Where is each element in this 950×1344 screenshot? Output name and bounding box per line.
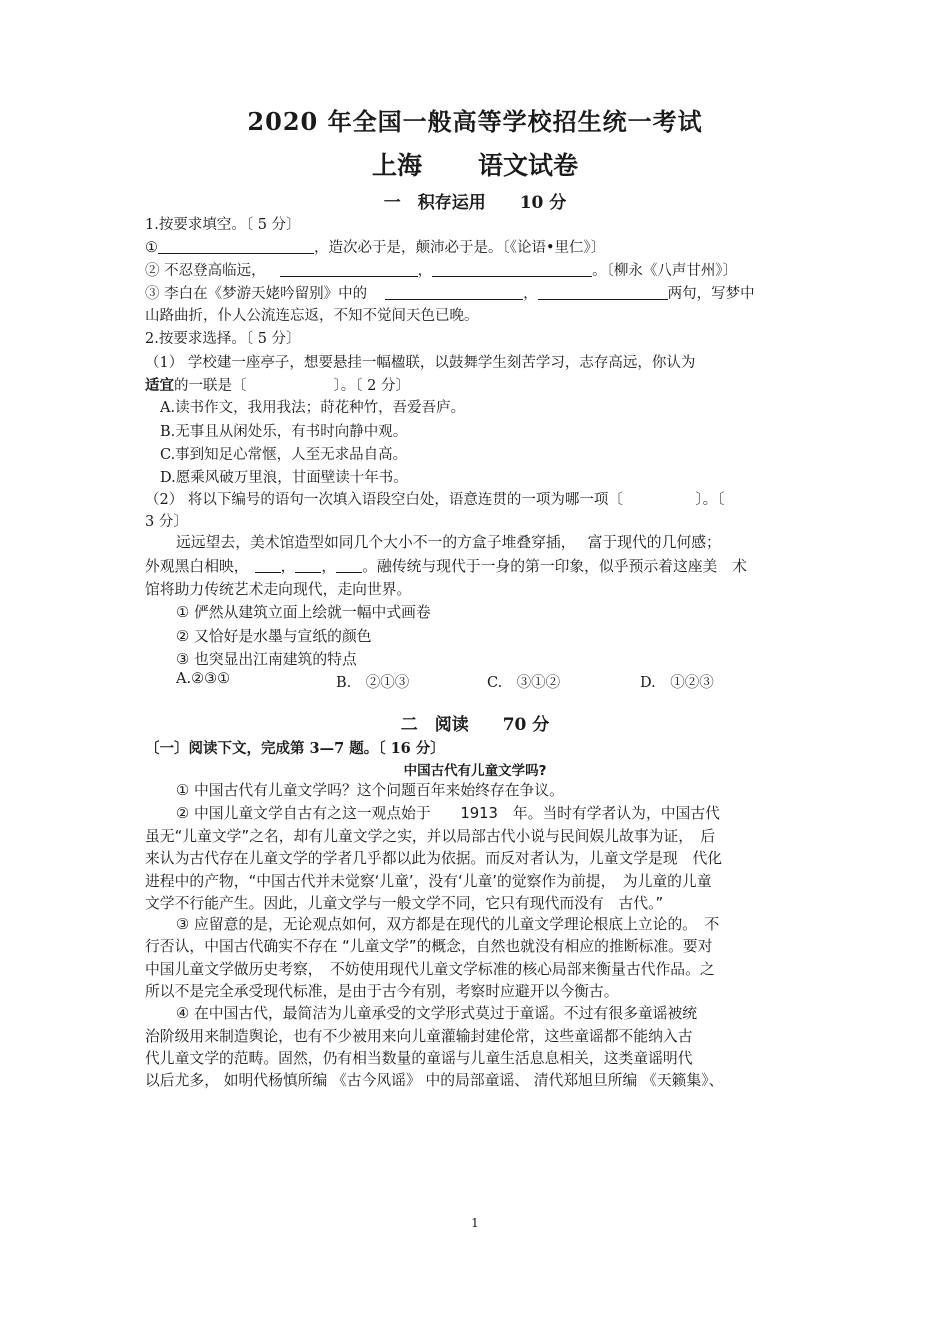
- q1-a-blank: [158, 239, 314, 254]
- passage-blank-1: [255, 558, 281, 573]
- passage-line-2: [145, 555, 747, 576]
- q1-a-text: ，造次必于是，颠沛必于是。〔《论语•里仁》〕: [314, 240, 606, 256]
- q1-a-prefix: ①: [145, 240, 158, 256]
- q2-sub1-tail: 的一联是〔 〕。〔 2 分〕: [174, 378, 410, 394]
- q1-c-suffix: 两句，写梦中: [667, 286, 755, 302]
- q2-sub2-line2: 3 分〕: [145, 514, 188, 530]
- subtitle-region: 上海: [371, 151, 422, 180]
- sentence-1: ① 俨然从建筑立面上绘就一幅中式画卷: [176, 604, 431, 621]
- q2-2-option-c: C. ③①②: [487, 675, 561, 691]
- section2-heading: 二 阅读 70 分: [400, 715, 550, 735]
- q2-sub1-keyword: 适宜: [145, 377, 174, 394]
- q2-option-a: A.读书作文，我用我法；莳花种竹，吾爱吾庐。: [160, 400, 466, 416]
- article-line-3: 虽无“儿童文学”之名，却有儿童文学之实，并以局部古代小说与民间娱儿故事为证， 后: [145, 828, 716, 845]
- q1-b-blank-1: [280, 262, 418, 277]
- passage-2c: ，: [321, 558, 337, 575]
- passage-2a: 外观黑白相映，: [145, 558, 249, 575]
- q1-prompt: 1.按要求填空。〔 5 分〕: [145, 217, 301, 233]
- article-line-9: 中国儿童文学做历史考察， 不妨使用现代儿童文学标准的核心局部来衡量古代作品。之: [145, 961, 715, 978]
- subtitle-subject: 语文试卷: [478, 151, 579, 180]
- passage-2b: ，: [280, 558, 296, 575]
- article-line-10: 所以不是完全承受现代标准，是由于古今有别，考察时应避开以今衡古。: [145, 983, 619, 1000]
- article-line-5: 进程中的产物，“中国古代并未觉察‘儿童’，没有‘儿童’的觉察作为前提， 为儿童的儿童: [145, 873, 712, 890]
- passage-blank-2: [295, 558, 321, 573]
- article-line-12: 治阶级用来制造舆论，也有不少被用来向儿童灌输封建伦常，这些童谣都不能纳入古: [145, 1028, 693, 1045]
- article-line-6: 文学不行能产生。因此，儿童文学与一般文学不同，它只有现代而没有 古代。”: [145, 895, 664, 912]
- part1-prompt: 〔一〕阅读下文，完成第 3—7 题。〔 16 分〕: [145, 740, 445, 757]
- q2-prompt: 2.按要求选择。〔 5 分〕: [145, 331, 301, 347]
- q1-c-mid: ，: [523, 286, 538, 302]
- q1-b-suffix: 。〔柳永《八声甘州》〕: [592, 263, 738, 279]
- passage-line-1: 远远望去，美术馆造型如同几个大小不一的方盒子堆叠穿插， 富于现代的几何感；: [176, 534, 721, 551]
- passage-blank-3: [336, 558, 362, 573]
- q1-item-a: [145, 236, 605, 257]
- q1-c-continued: 山路曲折，仆人公流连忘返，不知不觉间天色已晚。: [145, 308, 479, 324]
- q1-c-blank-1: [385, 285, 523, 300]
- article-line-13: 代儿童文学的范畴。固然，仍有相当数量的童谣与儿童生活息息相关，这类童谣明代: [145, 1050, 693, 1067]
- q1-item-b: [145, 259, 737, 280]
- page-number: 1: [471, 1216, 479, 1230]
- article-line-8: 行否认，中国古代确实不存在 “儿童文学”的概念，自然也就没有相应的推断标准。要对: [145, 938, 713, 955]
- article-line-11: ④ 在中国古代，最简洁为儿童承受的文学形式莫过于童谣。不过有很多童谣被统: [176, 1005, 698, 1022]
- q1-c-blank-2: [538, 285, 668, 300]
- q2-sub1-line2: [145, 374, 410, 395]
- article-line-1: ① 中国古代有儿童文学吗？这个问题百年来始终存在争议。: [176, 782, 564, 799]
- q2-2-option-b: B. ②①③: [336, 675, 410, 691]
- q1-b-mid: ，: [417, 263, 433, 279]
- q1-b-prefix: ② 不忍登高临远，: [145, 263, 266, 279]
- q2-option-d: D.愿乘风破万里浪，甘面壁读十年书。: [160, 470, 408, 486]
- section1-heading: 一 积存运用 10 分: [383, 193, 567, 213]
- q1-item-c: [145, 282, 755, 303]
- exam-subtitle: [0, 146, 950, 182]
- passage-2d: 。融传统与现代于一身的第一印象，似乎预示着这座美 术: [362, 558, 747, 575]
- article-line-4: 来认为古代存在儿童文学的学者几乎都以此为依据。而反对者认为，儿童文学是现 代化: [145, 850, 723, 867]
- q2-option-c: C.事到知足心常惬，人至无求品自高。: [160, 447, 408, 463]
- q1-b-blank-2: [432, 262, 592, 277]
- sentence-3: ③ 也突显出江南建筑的特点: [176, 651, 357, 668]
- q2-option-b: B.无事且从闲处乐，有书时向静中观。: [160, 424, 408, 440]
- q1-c-prefix: ③ 李白在《梦游天姥吟留别》中的: [145, 286, 368, 302]
- passage-line-3: 馆将助力传统艺术走向现代，走向世界。: [145, 581, 412, 598]
- article-line-14: 以后尤多， 如明代杨慎所编 《古今风谣》 中的局部童谣、 清代郑旭旦所编 《天籁集》、: [145, 1072, 724, 1089]
- q2-2-option-d: D. ①②③: [640, 675, 714, 691]
- exam-title: 2020 年全国一般高等学校招生统一考试: [247, 107, 703, 136]
- article-line-2: ② 中国儿童文学自古有之这一观点始于 1913 年。当时有学者认为，中国古代: [176, 805, 720, 822]
- q2-2-option-a: A.②③①: [176, 671, 231, 687]
- q2-sub2-line1: （2） 将以下编号的语句一次填入语段空白处，语意连贯的一项为哪一项〔 〕。〔: [145, 492, 725, 508]
- q2-sub1-line1: （1） 学校建一座亭子，想要悬挂一幅楹联，以鼓舞学生刻苦学习，志存高远，你认为: [145, 355, 696, 371]
- article-line-7: ③ 应留意的是，无论观点如何，双方都是在现代的儿童文学理论根底上立论的。 不: [176, 916, 720, 933]
- sentence-2: ② 又恰好是水墨与宣纸的颜色: [176, 628, 372, 645]
- article-title: 中国古代有儿童文学吗?: [403, 763, 547, 779]
